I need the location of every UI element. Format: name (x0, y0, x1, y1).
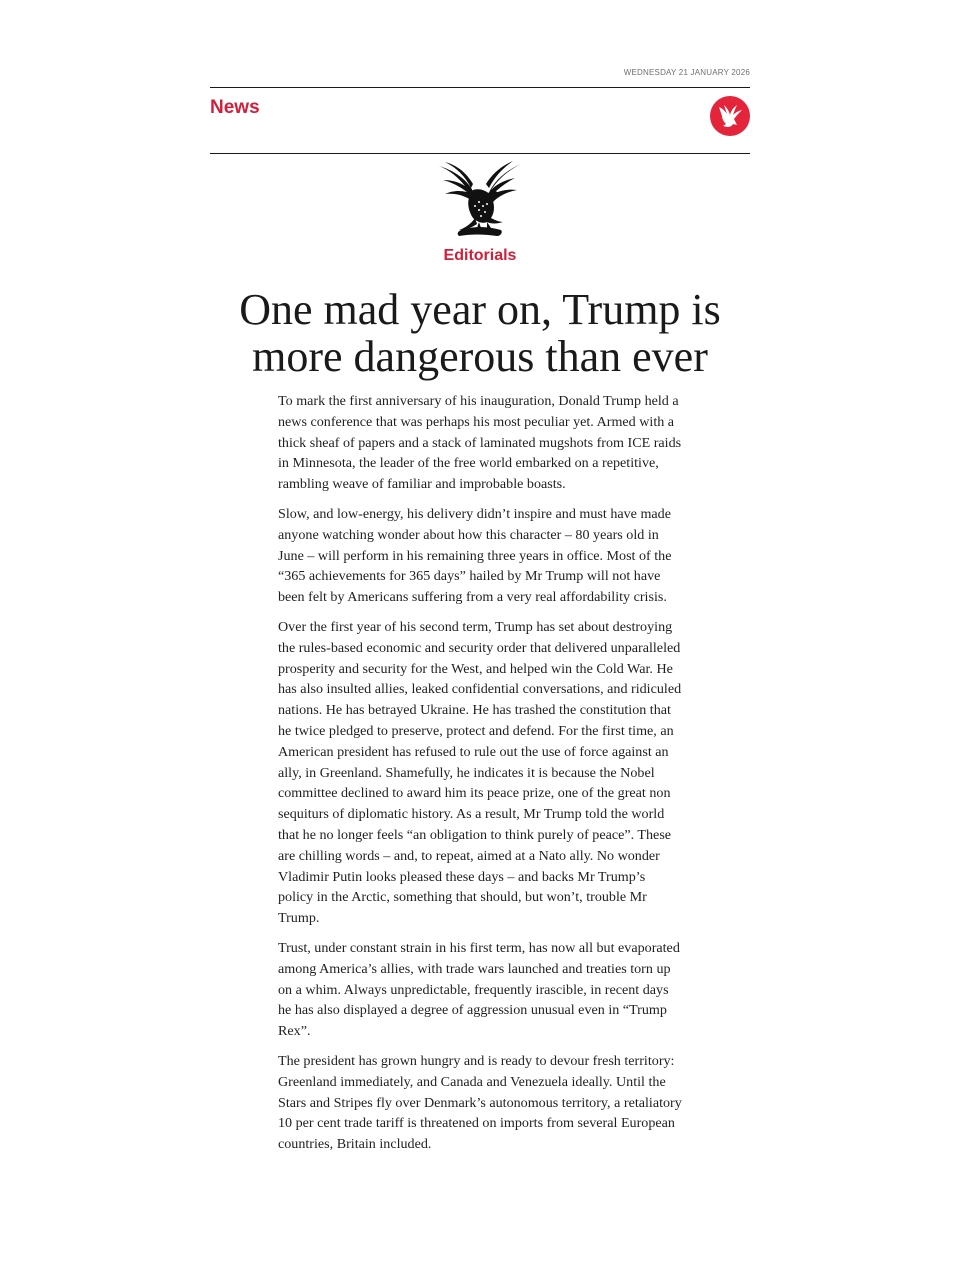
article-paragraph: The president has grown hungry and is ready to devour fresh territory: Greenland immediately, and Canada and Venezuela ideally. Until the Stars and Stripes fly over Denmark’s autonomous territory, a retaliatory 10 per cent trade tariff is threatened on imports from several European countries, Britain included. (278, 1052, 682, 1153)
headline-line-1: One mad year on, Trump is (239, 285, 721, 334)
section-label-news[interactable]: News (210, 97, 260, 118)
publication-date: WEDNESDAY 21 JANUARY 2026 (623, 68, 750, 77)
article-paragraph: Slow, and low-energy, his delivery didn’t inspire and must have made anyone watching wonder about how this character – 80 years old in June – will perform in his remaining three years in office. Most of the “365 achievements for 365 days” hailed by Mr Trump will not have been felt by Americans suffering from a very real affordability crisis. (278, 505, 672, 606)
article-paragraph: Over the first year of his second term, Trump has set about destroying the rules-based economic and security order that delivered unparalleled prosperity and security for the West, and helped win the Cold War. He has also insulted allies, leaked confidential conversations, and ridiculed nations. He has betrayed Ukraine. He has trashed the constitution that he twice pledged to preserve, protect and defend. For the first time, an American president has refused to rule out the use of force against an ally, in Greenland. Shamefully, he indicates it is because the Nobel committee declined to award him its peace prize, one of the great non sequiturs of diplomatic history. As a result, Mr Trump told the world that he no longer feels “an obligation to think purely of peace”. These are chilling words – and, to repeat, aimed at a Nato ally. No wonder Vladimir Putin looks pleased these days – and backs Mr Trump’s policy in the Arctic, something that should, but won’t, trouble Mr Trump. (278, 618, 682, 927)
article-kicker: Editorials (443, 247, 517, 264)
article-body (278, 391, 682, 1164)
header-top-rule (210, 87, 750, 88)
article-paragraph: To mark the first anniversary of his inauguration, Donald Trump held a news conference that was perhaps his most peculiar yet. Armed with a thick sheaf of papers and a stack of laminated mugshots from ICE raids in Minnesota, the leader of the free world embarked on a repetitive, rambling weave of familiar and improbable boasts. (278, 393, 682, 493)
eagle-icon (710, 96, 750, 136)
masthead-badge[interactable] (710, 96, 750, 136)
headline-line-2: more dangerous than ever (252, 332, 708, 381)
header-bottom-rule (210, 153, 750, 154)
article-paragraph: Trust, under constant strain in his first term, has now all but evaporated among America’s allies, with trade wars launched and treaties torn up on a whim. Always unpredictable, frequently irascible, in recent days he has also displayed a degree of aggression unusual even in “Trump Rex”. (278, 939, 680, 1040)
article-headline (190, 286, 770, 380)
eagle-icon (435, 160, 525, 242)
